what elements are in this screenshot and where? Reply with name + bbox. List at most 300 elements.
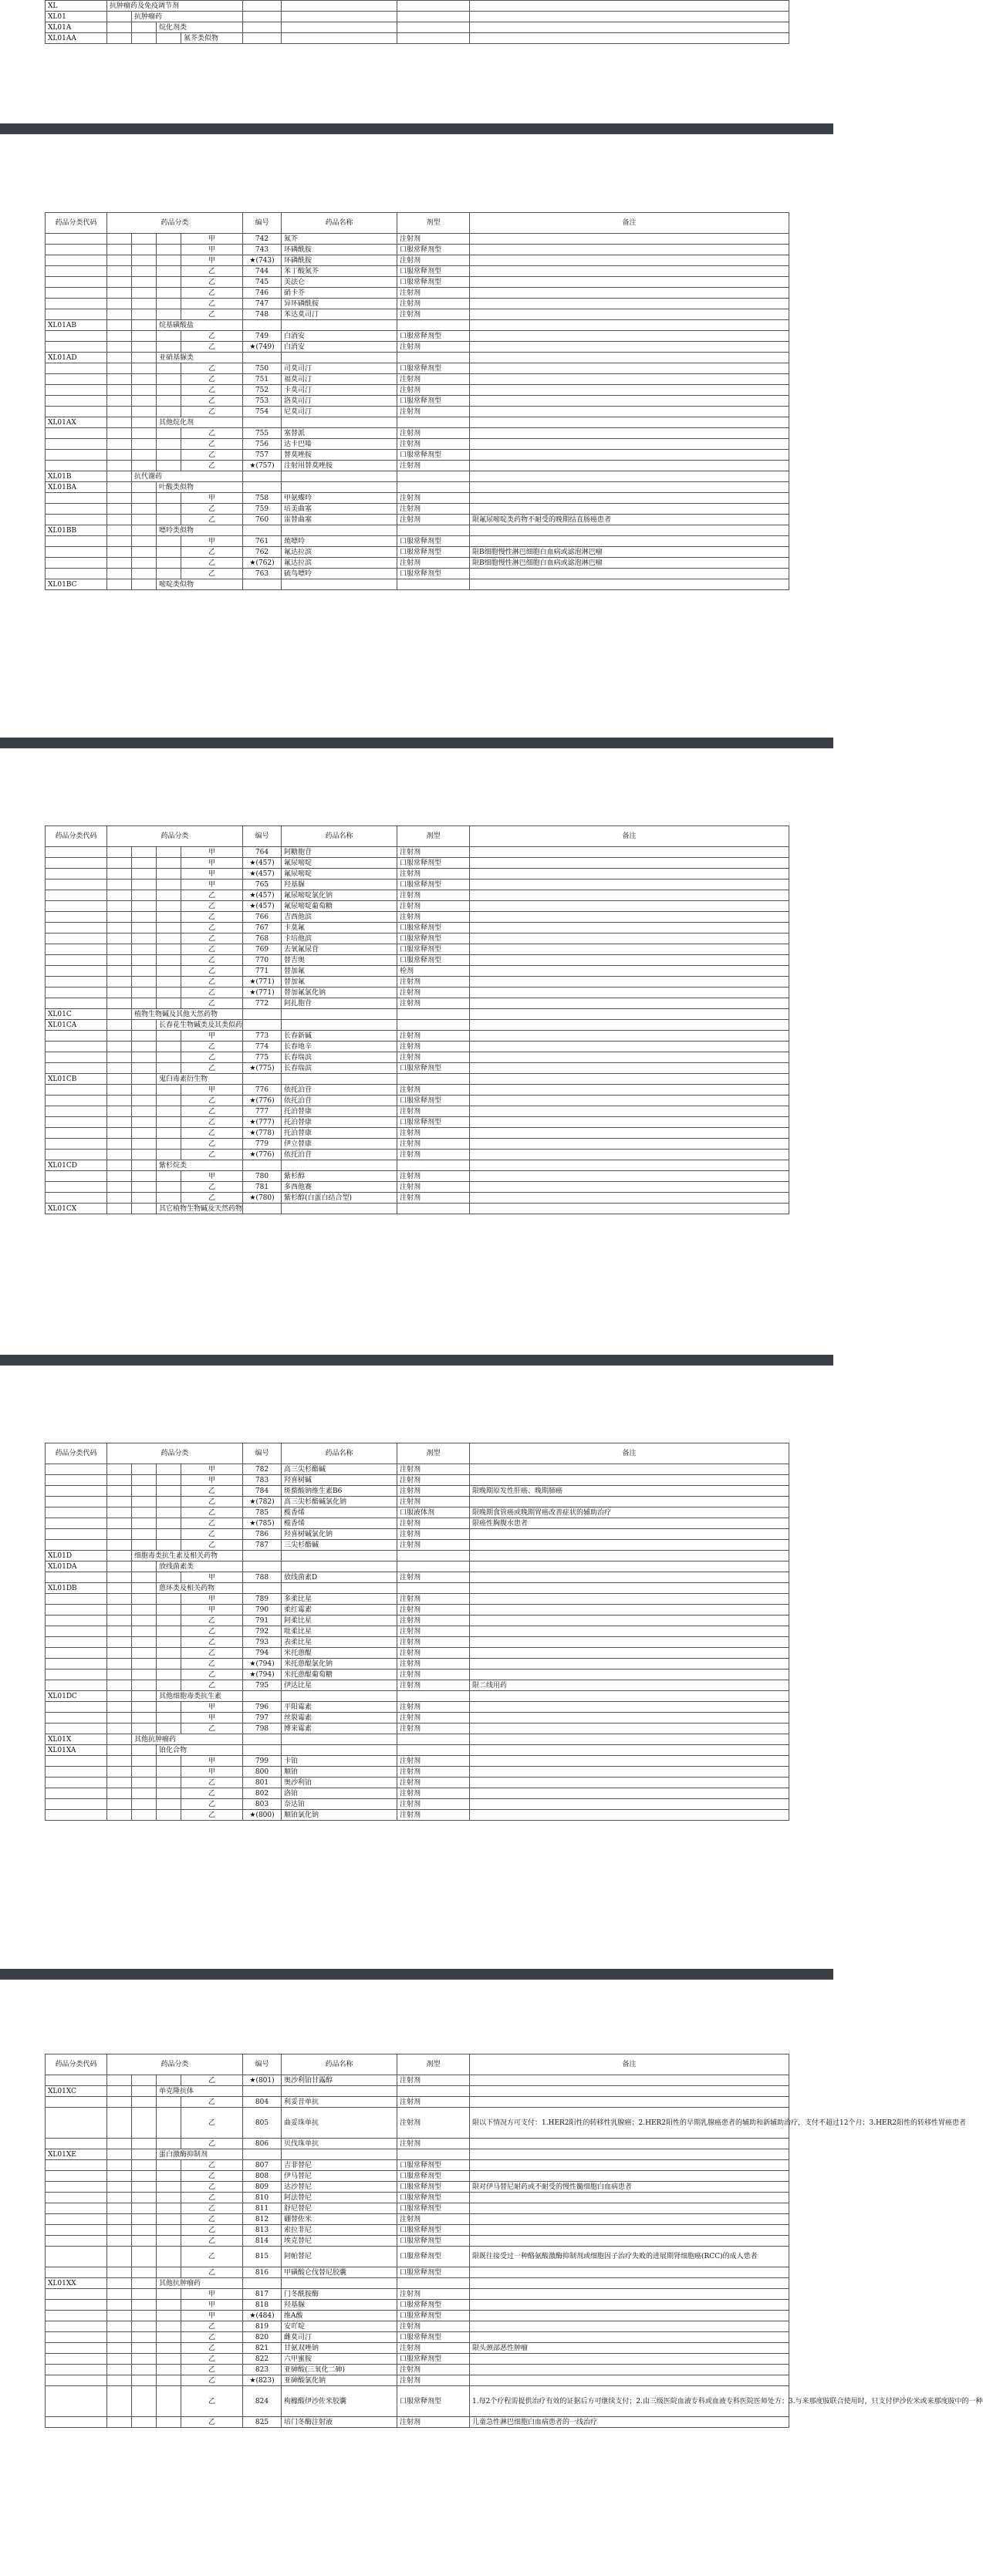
- dosage-form-cell: 注射剂: [397, 847, 470, 858]
- category-indent-cell: [107, 299, 132, 309]
- category-indent-cell: [107, 1572, 132, 1583]
- category-indent-cell: [107, 2321, 132, 2332]
- category-indent-cell: [157, 869, 181, 879]
- drug-table: [45, 0, 789, 44]
- category-indent-cell: [107, 525, 132, 536]
- note-cell: [470, 1009, 789, 1020]
- category-indent-cell: [157, 1139, 181, 1150]
- drug-name-cell: [282, 525, 397, 536]
- category-indent-cell: [157, 515, 181, 525]
- code-cell: [46, 374, 107, 385]
- code-cell: [46, 1128, 107, 1139]
- grade-cell: 甲: [181, 1085, 243, 1096]
- dosage-form-cell: 注射剂: [397, 2075, 470, 2086]
- category-indent-cell: [107, 1626, 132, 1637]
- number-cell: ★(457): [243, 901, 282, 912]
- category-indent-cell: [107, 547, 132, 558]
- note-cell: [470, 977, 789, 988]
- drug-name-cell: 氟达拉滨: [282, 558, 397, 569]
- category-indent-cell: [157, 1702, 181, 1713]
- table-row: [46, 2214, 789, 2225]
- category-label: 抗代谢药: [132, 471, 243, 482]
- category-label: 长春花生物碱类及其类似药: [157, 1020, 243, 1031]
- dosage-form-cell: 口服常释剂型: [397, 2247, 470, 2267]
- category-indent-cell: [132, 1117, 157, 1128]
- table-row: [46, 2108, 789, 2139]
- table-row: [46, 2289, 789, 2300]
- dosage-form-cell: [397, 1691, 470, 1702]
- grade-cell: 乙: [181, 966, 243, 977]
- drug-name-cell: 塞替派: [282, 428, 397, 439]
- code-cell: [46, 1464, 107, 1475]
- category-indent-cell: [107, 461, 132, 471]
- drug-name-cell: [282, 22, 397, 33]
- category-indent-cell: [107, 934, 132, 944]
- note-cell: [470, 1052, 789, 1063]
- grade-cell: 乙: [181, 2236, 243, 2247]
- dosage-form-cell: 注射剂: [397, 890, 470, 901]
- category-indent-cell: [107, 1518, 132, 1529]
- category-indent-cell: [157, 2321, 181, 2332]
- drug-name-cell: 柔红霉素: [282, 1605, 397, 1615]
- dosage-form-cell: 口服常释剂型: [397, 2182, 470, 2193]
- category-label: 其他抗肿瘤药: [157, 2278, 243, 2289]
- grade-cell: 甲: [181, 536, 243, 547]
- category-indent-cell: [132, 1648, 157, 1659]
- category-indent-cell: [107, 374, 132, 385]
- number-cell: 819: [243, 2321, 282, 2332]
- header-number: 编号: [243, 1443, 282, 1464]
- category-indent-cell: [132, 1745, 157, 1756]
- note-cell: [470, 1193, 789, 1204]
- drug-name-cell: 埃克替尼: [282, 2236, 397, 2247]
- category-indent-cell: [107, 1106, 132, 1117]
- category-indent-cell: [132, 2171, 157, 2182]
- category-indent-cell: [132, 869, 157, 879]
- category-indent-cell: [132, 1204, 157, 1214]
- dosage-form-cell: [397, 353, 470, 363]
- number-cell: [243, 417, 282, 428]
- drug-name-cell: 长春地辛: [282, 1042, 397, 1052]
- dosage-form-cell: 口服常释剂型: [397, 955, 470, 966]
- table-row: [46, 955, 789, 966]
- drug-name-cell: 美法仑: [282, 277, 397, 288]
- category-indent-cell: [157, 396, 181, 407]
- category-indent-cell: [132, 2075, 157, 2086]
- category-indent-cell: [132, 1063, 157, 1074]
- note-cell: [470, 1031, 789, 1042]
- drug-name-cell: 吉西他滨: [282, 912, 397, 923]
- drug-name-cell: 达卡巴嗪: [282, 439, 397, 450]
- category-indent-cell: [107, 1171, 132, 1182]
- code-cell: XL01XA: [46, 1745, 107, 1756]
- category-label: 其它植物生物碱及天然药物: [157, 1204, 243, 1214]
- code-cell: [46, 1052, 107, 1063]
- dosage-form-cell: [397, 320, 470, 331]
- table-row: [46, 428, 789, 439]
- drug-name-cell: 培美曲塞: [282, 504, 397, 515]
- number-cell: 752: [243, 385, 282, 396]
- category-indent-cell: [107, 2289, 132, 2300]
- category-indent-cell: [157, 374, 181, 385]
- number-cell: 821: [243, 2343, 282, 2354]
- grade-cell: 乙: [181, 1724, 243, 1734]
- drug-name-cell: 放线菌素D: [282, 1572, 397, 1583]
- code-cell: [46, 385, 107, 396]
- dosage-form-cell: 注射剂: [397, 1171, 470, 1182]
- category-indent-cell: [107, 1475, 132, 1486]
- category-indent-cell: [157, 988, 181, 998]
- code-cell: [46, 2417, 107, 2428]
- category-indent-cell: [132, 879, 157, 890]
- number-cell: 747: [243, 299, 282, 309]
- drug-name-cell: 洛铂: [282, 1788, 397, 1799]
- dosage-form-cell: 注射剂: [397, 1680, 470, 1691]
- category-indent-cell: [157, 363, 181, 374]
- category-indent-cell: [132, 277, 157, 288]
- category-row: [46, 1009, 789, 1020]
- grade-cell: 乙: [181, 1626, 243, 1637]
- category-indent-cell: [107, 912, 132, 923]
- dosage-form-cell: 注射剂: [397, 1615, 470, 1626]
- drug-name-cell: 阿法替尼: [282, 2193, 397, 2203]
- grade-cell: 乙: [181, 988, 243, 998]
- grade-cell: 乙: [181, 1117, 243, 1128]
- category-indent-cell: [132, 245, 157, 255]
- code-cell: [46, 847, 107, 858]
- category-indent-cell: [107, 1020, 132, 1031]
- note-cell: [470, 353, 789, 363]
- number-cell: 789: [243, 1594, 282, 1605]
- category-indent-cell: [107, 504, 132, 515]
- note-cell: [470, 2300, 789, 2311]
- category-indent-cell: [132, 450, 157, 461]
- grade-cell: 乙: [181, 901, 243, 912]
- category-indent-cell: [132, 2193, 157, 2203]
- category-indent-cell: [132, 2139, 157, 2149]
- dosage-form-cell: 口服常释剂型: [397, 363, 470, 374]
- category-indent-cell: [107, 536, 132, 547]
- drug-name-cell: 长春新碱: [282, 1031, 397, 1042]
- grade-cell: 乙: [181, 461, 243, 471]
- number-cell: 818: [243, 2300, 282, 2311]
- note-cell: [470, 1182, 789, 1193]
- category-indent-cell: [157, 1096, 181, 1106]
- dosage-form-cell: 注射剂: [397, 1756, 470, 1767]
- category-indent-cell: [107, 858, 132, 869]
- drug-name-cell: [282, 579, 397, 590]
- code-cell: [46, 955, 107, 966]
- code-cell: [46, 858, 107, 869]
- category-indent-cell: [132, 2160, 157, 2171]
- table-row: [46, 493, 789, 504]
- code-cell: [46, 245, 107, 255]
- note-cell: [470, 525, 789, 536]
- dosage-form-cell: 注射剂: [397, 1128, 470, 1139]
- number-cell: 793: [243, 1637, 282, 1648]
- table-row: [46, 396, 789, 407]
- code-cell: [46, 1042, 107, 1052]
- note-cell: [470, 2365, 789, 2375]
- drug-name-cell: 平阳霉素: [282, 1702, 397, 1713]
- category-indent-cell: [157, 1085, 181, 1096]
- table-row: [46, 255, 789, 266]
- dosage-form-cell: [397, 2086, 470, 2097]
- dosage-form-cell: 注射剂: [397, 1788, 470, 1799]
- category-indent-cell: [157, 858, 181, 869]
- table-row: [46, 363, 789, 374]
- note-cell: 限晚期原发性肝癌、晚期肺癌: [470, 1486, 789, 1497]
- code-cell: [46, 1486, 107, 1497]
- note-cell: [470, 2097, 789, 2108]
- number-cell: 820: [243, 2332, 282, 2343]
- header-category: 药品分类: [107, 1443, 243, 1464]
- category-indent-cell: [132, 1788, 157, 1799]
- note-cell: [470, 1810, 789, 1821]
- dosage-form-cell: 注射剂: [397, 1497, 470, 1507]
- category-indent-cell: [157, 2332, 181, 2343]
- grade-cell: 乙: [181, 1680, 243, 1691]
- note-cell: [470, 428, 789, 439]
- note-cell: [470, 1464, 789, 1475]
- dosage-form-cell: 注射剂: [397, 998, 470, 1009]
- category-indent-cell: [132, 934, 157, 944]
- category-indent-cell: [107, 245, 132, 255]
- code-cell: [46, 266, 107, 277]
- category-row: [46, 1734, 789, 1745]
- note-cell: [470, 1637, 789, 1648]
- table-row: [46, 1767, 789, 1778]
- category-indent-cell: [157, 2375, 181, 2386]
- drug-name-cell: 达沙替尼: [282, 2182, 397, 2193]
- dosage-form-cell: [397, 1009, 470, 1020]
- number-cell: ★(457): [243, 858, 282, 869]
- category-indent-cell: [132, 374, 157, 385]
- table-row: [46, 2097, 789, 2108]
- category-indent-cell: [107, 1756, 132, 1767]
- code-cell: XL: [46, 1, 107, 12]
- number-cell: [243, 1, 282, 12]
- category-indent-cell: [107, 1594, 132, 1605]
- note-cell: [470, 2075, 789, 2086]
- category-indent-cell: [132, 504, 157, 515]
- category-indent-cell: [132, 22, 157, 33]
- number-cell: [243, 1691, 282, 1702]
- number-cell: 813: [243, 2225, 282, 2236]
- number-cell: ★(776): [243, 1150, 282, 1160]
- grade-cell: 乙: [181, 2247, 243, 2267]
- category-indent-cell: [107, 2311, 132, 2321]
- code-cell: [46, 504, 107, 515]
- number-cell: 772: [243, 998, 282, 1009]
- number-cell: ★(776): [243, 1096, 282, 1106]
- code-cell: [46, 2182, 107, 2193]
- table-row: [46, 2311, 789, 2321]
- header-form: 剂型: [397, 826, 470, 847]
- grade-cell: 乙: [181, 2108, 243, 2139]
- header-note: 备注: [470, 1443, 789, 1464]
- category-indent-cell: [132, 1767, 157, 1778]
- dosage-form-cell: 口服常释剂型: [397, 2160, 470, 2171]
- drug-name-cell: [282, 1009, 397, 1020]
- note-cell: [470, 1778, 789, 1788]
- grade-cell: 乙: [181, 1659, 243, 1670]
- category-indent-cell: [107, 2386, 132, 2417]
- drug-name-cell: 顺铂氯化钠: [282, 1810, 397, 1821]
- category-indent-cell: [132, 515, 157, 525]
- category-indent-cell: [157, 2075, 181, 2086]
- number-cell: 771: [243, 966, 282, 977]
- category-indent-cell: [107, 1042, 132, 1052]
- dosage-form-cell: 注射剂: [397, 1810, 470, 1821]
- dosage-form-cell: [397, 471, 470, 482]
- header-form: 剂型: [397, 2054, 470, 2075]
- number-cell: 781: [243, 1182, 282, 1193]
- grade-cell: 甲: [181, 2300, 243, 2311]
- number-cell: 809: [243, 2182, 282, 2193]
- note-cell: [470, 998, 789, 1009]
- table-row: [46, 547, 789, 558]
- note-cell: [470, 1150, 789, 1160]
- category-indent-cell: [107, 1529, 132, 1540]
- category-indent-cell: [132, 2214, 157, 2225]
- category-indent-cell: [132, 890, 157, 901]
- number-cell: [243, 482, 282, 493]
- code-cell: [46, 1096, 107, 1106]
- category-indent-cell: [132, 331, 157, 342]
- number-cell: 799: [243, 1756, 282, 1767]
- note-cell: [470, 2160, 789, 2171]
- drug-name-cell: [282, 1745, 397, 1756]
- table-row: [46, 1626, 789, 1637]
- note-cell: 限晚期食管癌或晚期胃癌改善症状的辅助治疗: [470, 1507, 789, 1518]
- note-cell: [470, 277, 789, 288]
- grade-cell: 甲: [181, 879, 243, 890]
- drug-name-cell: 多柔比星: [282, 1594, 397, 1605]
- category-indent-cell: [132, 858, 157, 869]
- grade-cell: 乙: [181, 1128, 243, 1139]
- category-indent-cell: [107, 2375, 132, 2386]
- drug-name-cell: 托泊替康: [282, 1106, 397, 1117]
- note-cell: [470, 363, 789, 374]
- code-cell: [46, 934, 107, 944]
- code-cell: [46, 2332, 107, 2343]
- header-note: 备注: [470, 826, 789, 847]
- drug-name-cell: 氟尿嘧啶: [282, 869, 397, 879]
- table-row: [46, 1540, 789, 1551]
- note-cell: [470, 417, 789, 428]
- category-indent-cell: [107, 1204, 132, 1214]
- number-cell: 784: [243, 1486, 282, 1497]
- category-indent-cell: [132, 1475, 157, 1486]
- note-cell: 限头颈部恶性肿瘤: [470, 2343, 789, 2354]
- category-indent-cell: [132, 234, 157, 245]
- category-indent-cell: [132, 33, 157, 44]
- drug-name-cell: 亚砷酸(三氧化二砷): [282, 2365, 397, 2375]
- category-indent-cell: [157, 1659, 181, 1670]
- category-row: [46, 2149, 789, 2160]
- note-cell: [470, 2375, 789, 2386]
- category-indent-cell: [132, 966, 157, 977]
- dosage-form-cell: 口服常释剂型: [397, 934, 470, 944]
- category-indent-cell: [132, 1497, 157, 1507]
- number-cell: ★(743): [243, 255, 282, 266]
- number-cell: 742: [243, 234, 282, 245]
- note-cell: [470, 2171, 789, 2182]
- category-indent-cell: [157, 1529, 181, 1540]
- drug-name-cell: [282, 1691, 397, 1702]
- grade-cell: 乙: [181, 1042, 243, 1052]
- category-indent-cell: [157, 955, 181, 966]
- note-cell: [470, 890, 789, 901]
- number-cell: 751: [243, 374, 282, 385]
- grade-cell: 乙: [181, 1648, 243, 1659]
- drug-name-cell: 甘氨双唑钠: [282, 2343, 397, 2354]
- dosage-form-cell: 注射剂: [397, 428, 470, 439]
- number-cell: [243, 1551, 282, 1561]
- table-row: [46, 1724, 789, 1734]
- category-indent-cell: [132, 1626, 157, 1637]
- category-indent-cell: [157, 2193, 181, 2203]
- dosage-form-cell: 口服常释剂型: [397, 569, 470, 579]
- code-cell: XL01CB: [46, 1074, 107, 1085]
- grade-cell: 乙: [181, 912, 243, 923]
- drug-name-cell: [282, 2278, 397, 2289]
- grade-cell: 乙: [181, 2139, 243, 2149]
- category-indent-cell: [107, 869, 132, 879]
- table-row: [46, 299, 789, 309]
- dosage-form-cell: 注射剂: [397, 1529, 470, 1540]
- dosage-form-cell: 注射剂: [397, 1518, 470, 1529]
- category-indent-cell: [157, 2365, 181, 2375]
- category-indent-cell: [132, 1150, 157, 1160]
- table-row: [46, 450, 789, 461]
- category-row: [46, 1551, 789, 1561]
- header-code: 药品分类代码: [46, 826, 107, 847]
- number-cell: ★(801): [243, 2075, 282, 2086]
- category-label: 单克隆抗体: [157, 2086, 243, 2097]
- dosage-form-cell: 注射剂: [397, 2097, 470, 2108]
- number-cell: 780: [243, 1171, 282, 1182]
- category-row: [46, 1583, 789, 1594]
- table-row: [46, 923, 789, 934]
- category-indent-cell: [157, 245, 181, 255]
- category-indent-cell: [107, 363, 132, 374]
- grade-cell: 乙: [181, 1182, 243, 1193]
- category-indent-cell: [107, 2171, 132, 2182]
- category-indent-cell: [157, 923, 181, 934]
- table-row: [46, 1702, 789, 1713]
- dosage-form-cell: [397, 12, 470, 22]
- table-row: [46, 1464, 789, 1475]
- drug-name-cell: [282, 417, 397, 428]
- note-cell: [470, 944, 789, 955]
- category-indent-cell: [157, 2386, 181, 2417]
- category-indent-cell: [107, 1605, 132, 1615]
- grade-cell: 乙: [181, 504, 243, 515]
- number-cell: ★(775): [243, 1063, 282, 1074]
- number-cell: ★(762): [243, 558, 282, 569]
- drug-name-cell: 环磷酰胺: [282, 245, 397, 255]
- category-indent-cell: [107, 890, 132, 901]
- table-row: [46, 1150, 789, 1160]
- category-indent-cell: [132, 1637, 157, 1648]
- category-indent-cell: [157, 2203, 181, 2214]
- table-row: [46, 558, 789, 569]
- category-indent-cell: [132, 579, 157, 590]
- drug-name-cell: 氟尿嘧啶氯化钠: [282, 890, 397, 901]
- category-row: [46, 2086, 789, 2097]
